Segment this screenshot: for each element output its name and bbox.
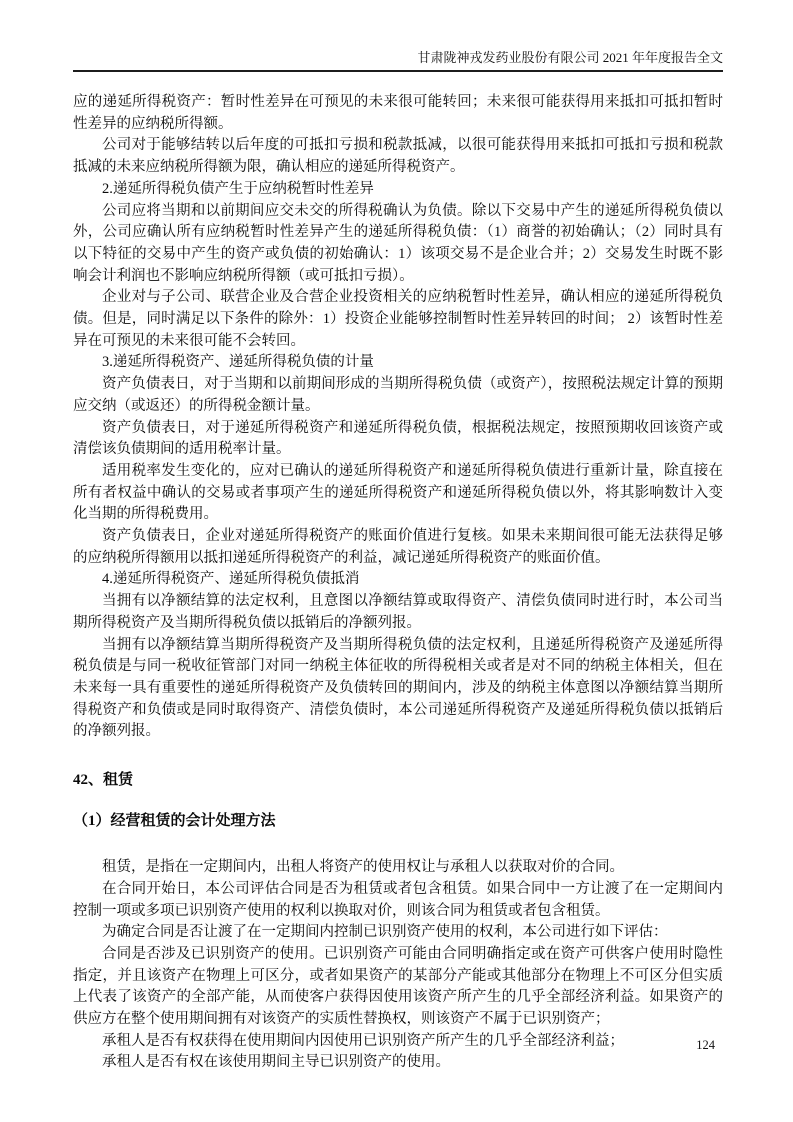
body-paragraph: 3.递延所得税资产、递延所得税负债的计量 <box>102 354 374 371</box>
body-paragraph: 承租人是否有权在该使用期间主导已识别资产的使用。 <box>102 1054 450 1071</box>
body-paragraph: 公司应将当期和以前期间应交未交的所得税确认为负债。除以下交易中产生的递延所得税负债以外，公司应确认所有应纳税暂时性差异产生的递延所得税负债：（1）商誉的初始确认；（2）同时具有以下特征的交易中产生的资产或负债的初始确认：1）该项交易不是企业合并；2）交易发生时既不影响会计利润也不影响应纳税所得额（或可抵扣亏损）。 <box>73 202 723 284</box>
section-heading-lease: 42、租赁 <box>73 772 134 789</box>
body-paragraph: 企业对与子公司、联营企业及合营企业投资相关的应纳税暂时性差异，确认相应的递延所得税负债。但是，同时满足以下条件的除外：1）投资企业能够控制暂时性差异转回的时间； 2）该暂时性差异在可预见的未来很可能不会转回。 <box>73 289 723 349</box>
subsection-heading-operating-lease: （1）经营租赁的会计处理方法 <box>73 813 276 830</box>
body-paragraph: 租赁，是指在一定期间内，出租人将资产的使用权让与承租人以获取对价的合同。 <box>102 859 624 876</box>
lease-section-body <box>73 857 723 1074</box>
body-paragraph: 应的递延所得税资产：暂时性差异在可预见的未来很可能转回；未来很可能获得用来抵扣可抵扣暂时性差异的应纳税所得额。 <box>73 94 723 132</box>
body-paragraph: 资产负债表日，企业对递延所得税资产的账面价值进行复核。如果未来期间很可能无法获得足够的应纳税所得额用以抵扣递延所得税资产的利益，减记递延所得税资产的账面价值。 <box>73 528 723 566</box>
body-paragraph: 在合同开始日，本公司评估合同是否为租赁或者包含租赁。如果合同中一方让渡了在一定期间内控制一项或多项已识别资产使用的权利以换取对价，则该合同为租赁或者包含租赁。 <box>73 880 723 919</box>
body-paragraph: 资产负债表日，对于递延所得税资产和递延所得税负债，根据税法规定，按照预期收回该资产或清偿该负债期间的适用税率计量。 <box>73 419 723 458</box>
body-paragraph: 资产负债表日，对于当期和以前期间形成的当期所得税负债（或资产），按照税法规定计算的预期应交纳（或返还）的所得税金额计量。 <box>73 376 723 414</box>
body-paragraph: 为确定合同是否让渡了在一定期间内控制已识别资产使用的权利，本公司进行如下评估： <box>102 924 668 941</box>
body-paragraph: 合同是否涉及已识别资产的使用。已识别资产可能由合同明确指定或在资产可供客户使用时隐性指定，并且该资产在物理上可区分，或者如果资产的某部分产能或其他部分在物理上不可区分但实质上代表了该资产的全部产能，从而使客户获得因使用该资产所产生的几乎全部经济利益。如果资产的供应方在整个使用期间拥有对该资产的实质性替换权，则该资产不属于已识别资产； <box>73 945 723 1028</box>
body-paragraph: 当拥有以净额结算当期所得税资产及当期所得税负债的法定权利，且递延所得税资产及递延所得税负债是与同一税收征管部门对同一纳税主体征收的所得税相关或者是对不同的纳税主体相关，但在未来每一具有重要性的递延所得税资产及负债转回的期间内，涉及的纳税主体意图以净额结算当期所得税资产和负债或是同时取得资产、清偿负债时，本公司递延所得税资产及递延所得税负债以抵销后的净额列报。 <box>73 636 723 740</box>
page-header <box>73 50 723 72</box>
body-paragraph: 适用税率发生变化的，应对已确认的递延所得税资产和递延所得税负债进行重新计量，除直接在所有者权益中确认的交易或者事项产生的递延所得税资产和递延所得税负债以外，将其影响数计入变化当期的所得税费用。 <box>73 462 723 523</box>
body-paragraph: 当拥有以净额结算的法定权利，且意图以净额结算或取得资产、清偿负债同时进行时，本公司当期所得税资产及当期所得税负债以抵销后的净额列报。 <box>73 593 723 631</box>
page-number: 124 <box>696 1038 715 1052</box>
body-paragraph: 4.递延所得税资产、递延所得税负债抵消 <box>102 571 360 588</box>
body-paragraph: 承租人是否有权获得在使用期间内因使用已识别资产所产生的几乎全部经济利益； <box>102 1032 624 1049</box>
document-body <box>73 92 723 1074</box>
report-header-title: 甘肃陇神戎发药业股份有限公司 2021 年年度报告全文 <box>417 50 723 65</box>
body-paragraph: 公司对于能够结转以后年度的可抵扣亏损和税款抵减，以很可能获得用来抵扣可抵扣亏损和税款抵减的未来应纳税所得额为限，确认相应的递延所得税资产。 <box>73 137 723 176</box>
body-paragraph: 2.递延所得税负债产生于应纳税暂时性差异 <box>102 180 374 197</box>
